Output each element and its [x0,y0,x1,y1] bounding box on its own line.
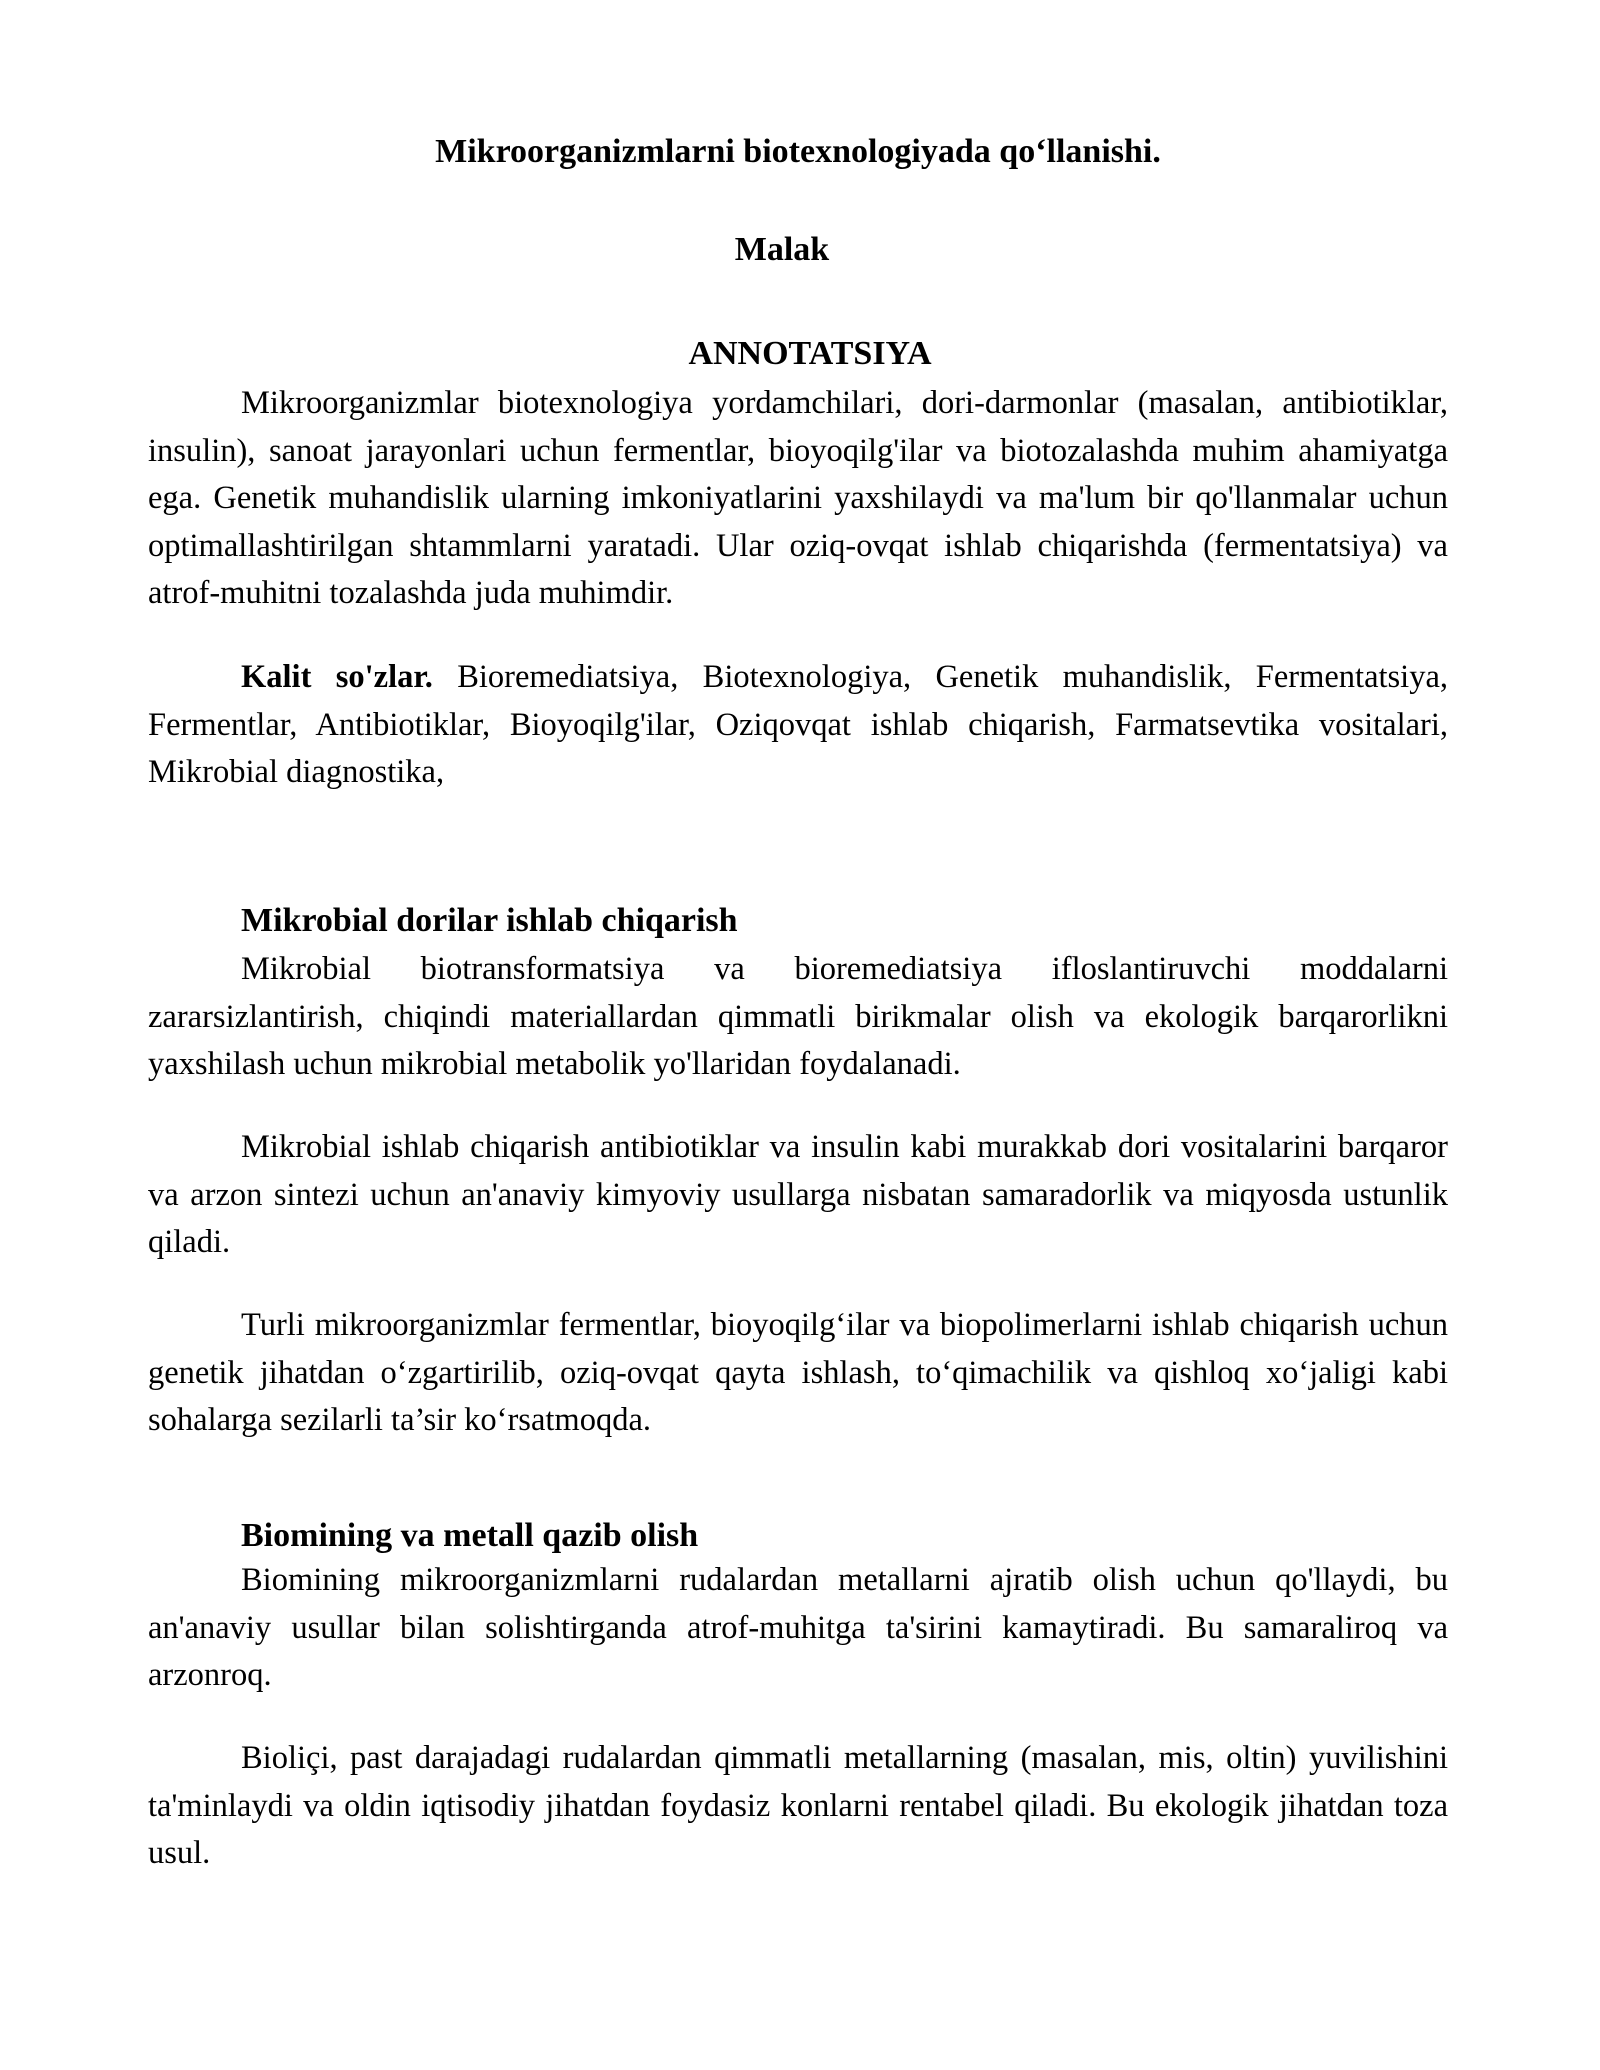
keywords-label: Kalit so'zlar. [241,659,433,695]
annotation-heading: ANNOTATSIYA [688,335,932,372]
annotation-paragraph: Mikroorganizmlar biotexnologiya yordamchilari, dori-darmonlar (masalan, antibiotiklar, insulin), sanoat jarayonlari uchun fermentlar, bioyoqilg'ilar va biotozalashda muhim ahamiyatga ega. Genetik muhandislik ularning imkoniyatlarini yaxshilaydi va ma'lum bir qo'llanmalar uchun optimallashtirilgan shtammlarni yaratadi. Ular oziq-ovqat ishlab chiqarishda (fermentatsiya) va atrof-muhitni tozalashda juda muhimdir. [148,385,1448,611]
section-heading-microbial-drugs: Mikrobial dorilar ishlab chiqarish [241,902,738,939]
section1-paragraph-1: Mikrobial biotransformatsiya va bioremediatsiya ifloslantiruvchi moddalarni zararsizlantirish, chiqindi materiallardan qimmatli birikmalar olish va ekologik barqarorlikni yaxshilash uchun mikrobial metabolik yo'llaridan foydalanadi. [148,951,1448,1082]
author-name: Malak [734,231,830,268]
keywords-list: Bioremediatsiya, Biotexnologiya, Genetik muhandislik, Fermentatsiya, Fermentlar, Antibiotiklar, Bioyoqilg'ilar, Oziqovqat ishlab chiqarish, Farmatsevtika vositalari, Mikrobial diagnostika, [148,659,1448,790]
section1-paragraph-2: Mikrobial ishlab chiqarish antibiotiklar va insulin kabi murakkab dori vositalarini barqaror va arzon sintezi uchun an'anaviy kimyoviy usullarga nisbatan samaradorlik va miqyosda ustunlik qiladi. [148,1129,1448,1260]
section2-paragraph-1: Biomining mikroorganizmlarni rudalardan metallarni ajratib olish uchun qo'llaydi, bu an'anaviy usullar bilan solishtirganda atrof-muhitga ta'sirini kamaytiradi. Bu samaraliroq va arzonroq. [148,1562,1448,1693]
section1-paragraph-3: Turli mikroorganizmlar fermentlar, bioyoqilg‘ilar va biopolimerlarni ishlab chiqarish uchun genetik jihatdan o‘zgartirilib, oziq-ovqat qayta ishlash, to‘qimachilik va qishloq xo‘jaligi kabi sohalarga sezilarli ta’sir ko‘rsatmoqda. [148,1307,1448,1438]
section2-paragraph-2: Bioliçi, past darajadagi rudalardan qimmatli metallarning (masalan, mis, oltin) yuvilishini ta'minlaydi va oldin iqtisodiy jihatdan foydasiz konlarni rentabel qiladi. Bu ekologik jihatdan toza usul. [148,1740,1448,1871]
section-heading-biomining: Biomining va metall qazib olish [241,1517,699,1554]
document-title: Mikroorganizmlarni biotexnologiyada qo‘llanishi. [435,133,1161,170]
keywords-paragraph [148,654,1448,797]
